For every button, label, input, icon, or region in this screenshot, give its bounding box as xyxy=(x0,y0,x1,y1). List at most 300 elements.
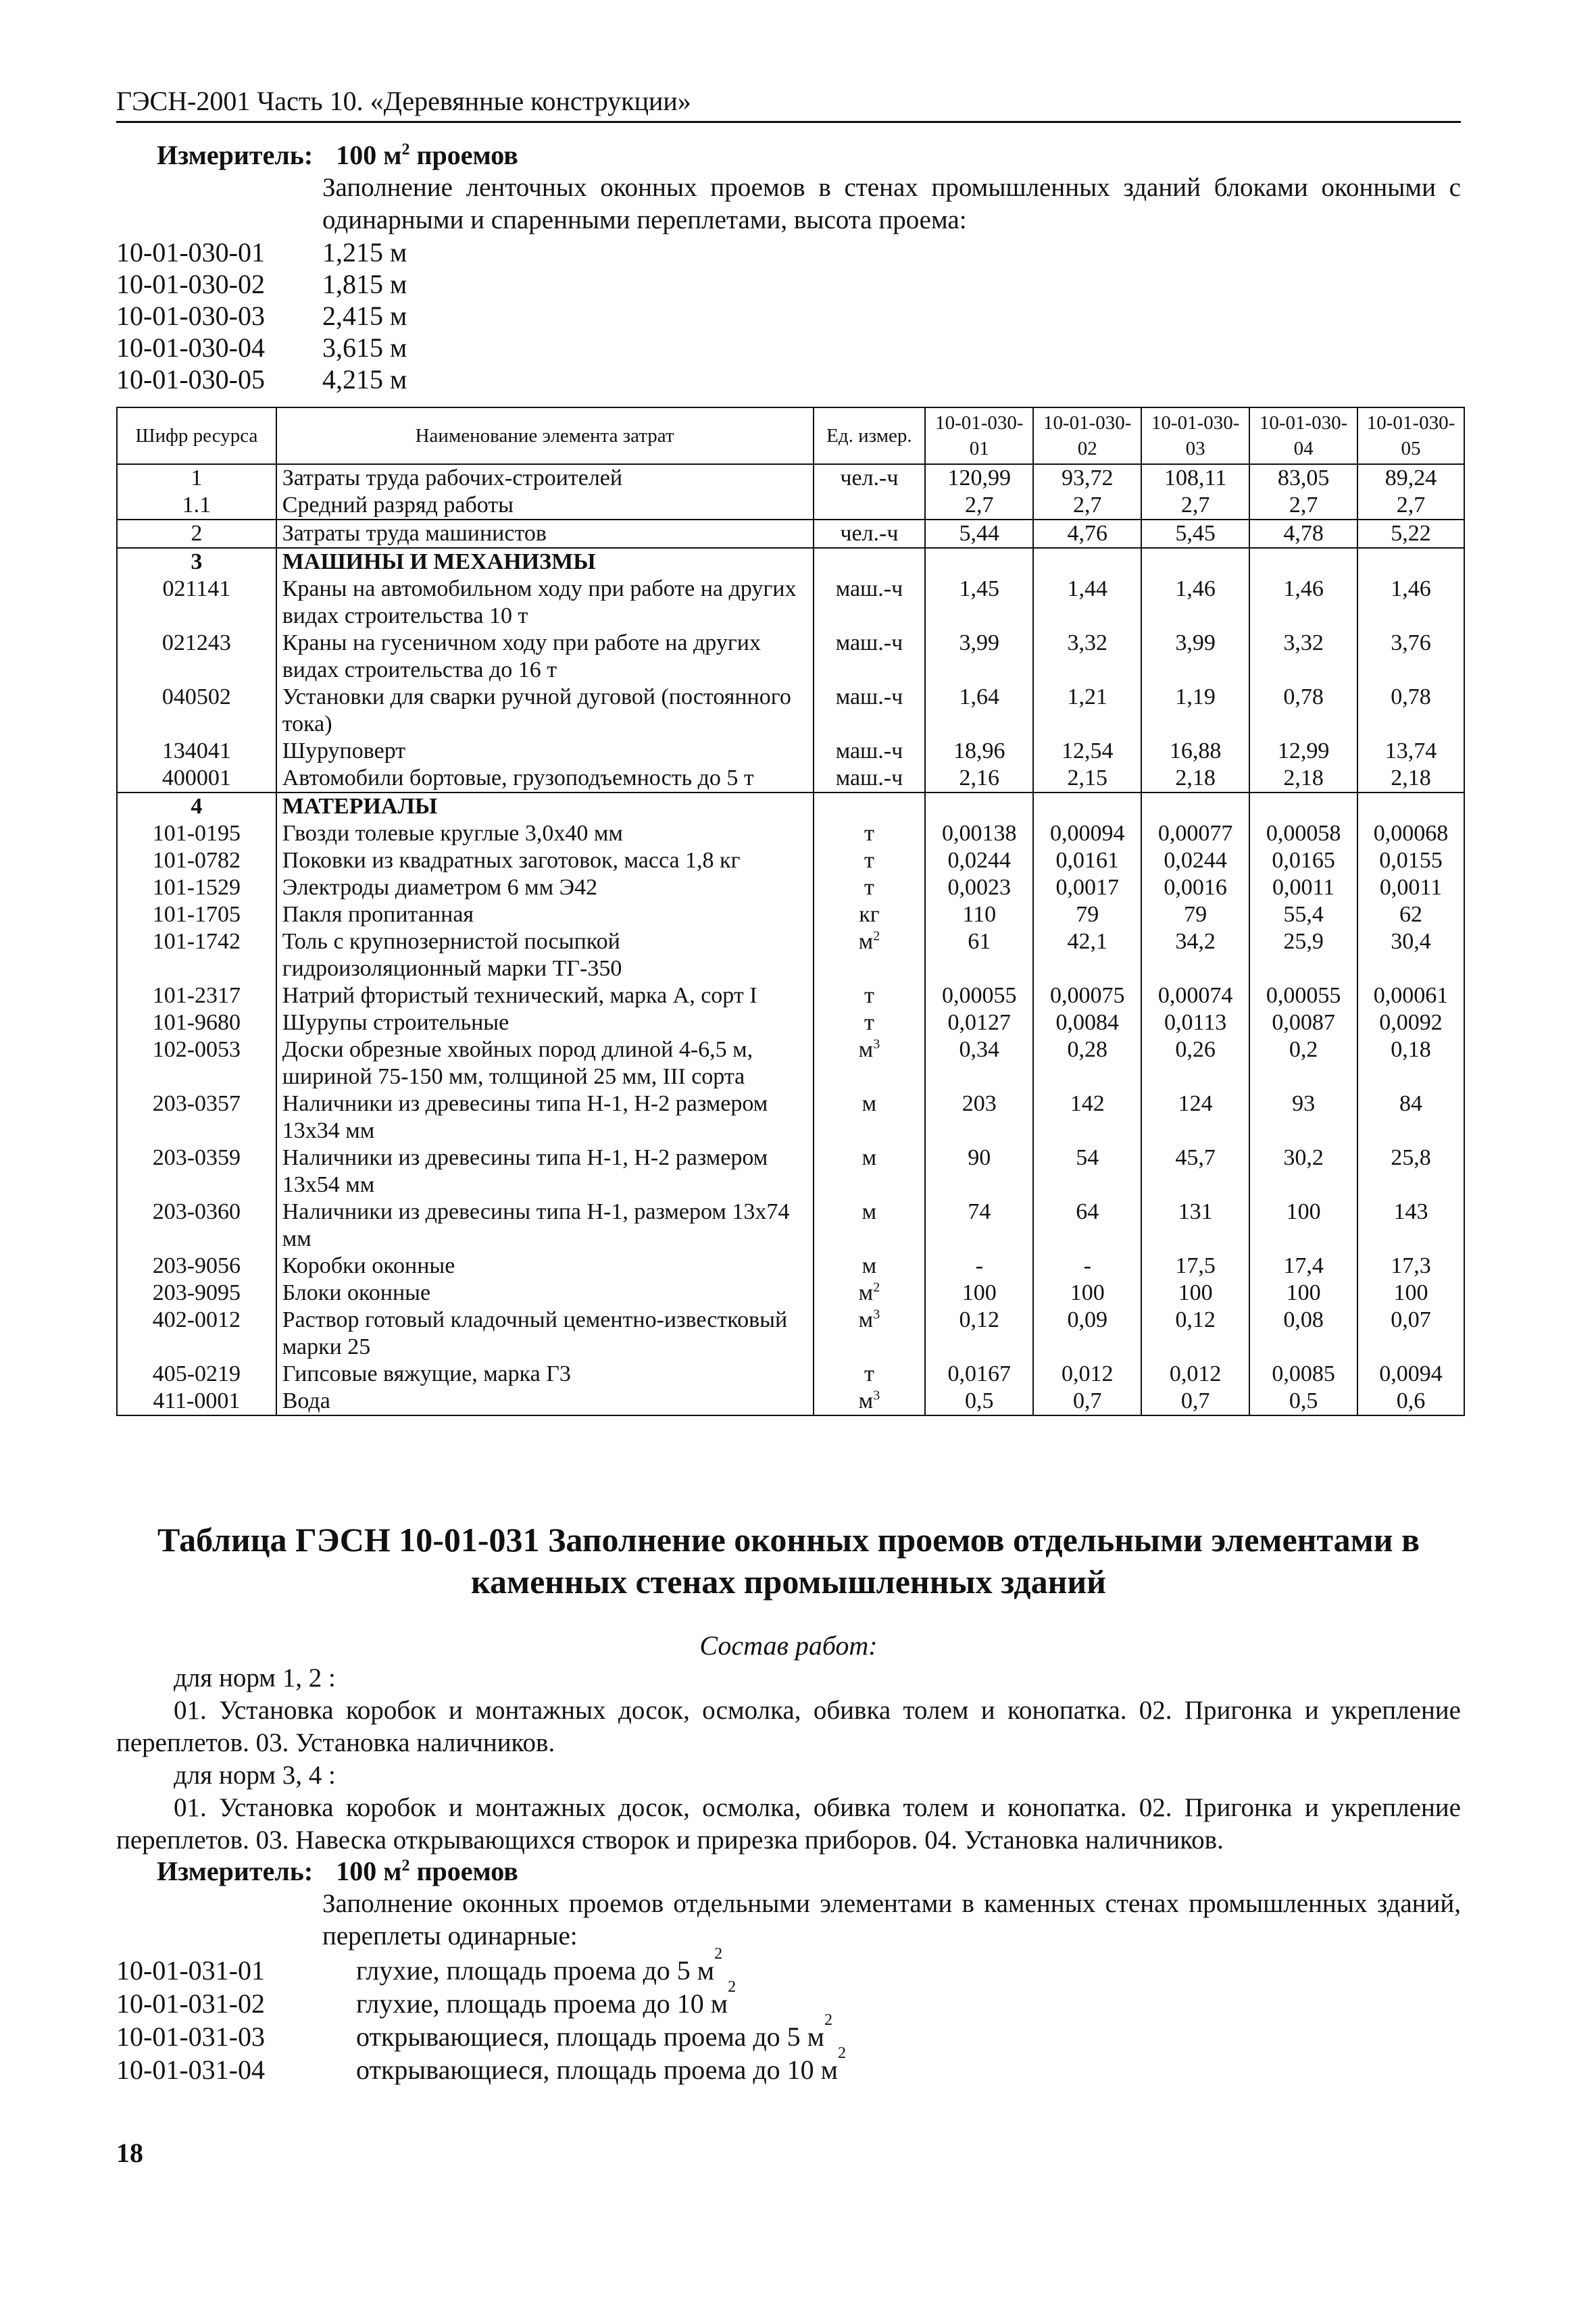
norm-value: 79 xyxy=(1033,901,1141,928)
resource-name: Доски обрезные хвойных пород длиной 4-6,5 м, шириной 75-150 мм, толщиной 25 мм, III сорта xyxy=(276,1036,814,1090)
norm-value: 203 xyxy=(925,1090,1033,1145)
table-row xyxy=(117,1036,1464,1090)
code-row xyxy=(116,363,407,395)
norm-value: 2,18 xyxy=(1141,765,1249,793)
table-row xyxy=(117,1361,1464,1388)
unit xyxy=(814,520,926,548)
norm-value: 0,0244 xyxy=(1141,847,1249,874)
norm-value: 64 xyxy=(1033,1199,1141,1253)
norm-value: 2,7 xyxy=(1033,492,1141,520)
unit-text: маш.-ч xyxy=(835,576,903,601)
measure-line-2 xyxy=(157,1855,518,1887)
norm-value: 0,7 xyxy=(1141,1388,1249,1415)
norm-value: 1,21 xyxy=(1033,684,1141,738)
unit xyxy=(814,1361,926,1388)
unit xyxy=(814,1090,926,1145)
norm-value: 0,0084 xyxy=(1033,1009,1141,1036)
block1-code-list xyxy=(116,236,407,395)
norm-unit-sup: 2 xyxy=(824,2011,832,2029)
norm-value: 30,2 xyxy=(1249,1145,1357,1199)
norm-value: 17,4 xyxy=(1249,1253,1357,1280)
norm-value: 0,0167 xyxy=(925,1361,1033,1388)
unit xyxy=(814,548,926,576)
norm-value: 5,22 xyxy=(1357,520,1464,548)
resource-name: Наличники из древесины типа Н-1, Н-2 размером 13х34 мм xyxy=(276,1090,814,1145)
norm-value: 100 xyxy=(925,1280,1033,1307)
norm-value xyxy=(1141,793,1249,820)
unit xyxy=(814,464,926,492)
norm-value: 1,19 xyxy=(1141,684,1249,738)
unit-text: т xyxy=(864,1361,874,1386)
norm-value: 108,11 xyxy=(1141,464,1249,492)
resource-name: Электроды диаметром 6 мм Э42 xyxy=(276,874,814,901)
unit-text: м xyxy=(858,1388,874,1413)
norm-value xyxy=(1141,548,1249,576)
table-row xyxy=(117,492,1464,520)
norm-value: 16,88 xyxy=(1141,738,1249,765)
unit xyxy=(814,874,926,901)
col-header: 10-01-030-03 xyxy=(1141,407,1249,464)
norm-value: 0,0127 xyxy=(925,1009,1033,1036)
code-row xyxy=(116,1978,846,2020)
resource-code: 134041 xyxy=(117,738,276,765)
norm-value xyxy=(925,548,1033,576)
resource-code: 203-0359 xyxy=(117,1145,276,1199)
resource-name: Коробки оконные xyxy=(276,1253,814,1280)
col-header: Наименование элемента затрат xyxy=(276,407,814,464)
unit xyxy=(814,1145,926,1199)
norm-code: 10-01-031-04 xyxy=(116,2055,265,2085)
norm-value: 131 xyxy=(1141,1199,1249,1253)
unit xyxy=(814,901,926,928)
works-a-text: 01. Установка коробок и монтажных досок, осмолка, обивка толем и конопатка. 02. Пригонка и укрепление переплетов. 03. Установка наличников. xyxy=(116,1696,1461,1757)
unit-text: м xyxy=(862,1199,877,1224)
norm-value: 0,00055 xyxy=(1249,982,1357,1009)
norm-value: 0,7 xyxy=(1033,1388,1141,1415)
norm-value: 74 xyxy=(925,1199,1033,1253)
resource-name: Вода xyxy=(276,1388,814,1415)
norm-value xyxy=(1033,548,1141,576)
resource-name: Установки для сварки ручной дуговой (постоянного тока) xyxy=(276,684,814,738)
norm-value: 2,15 xyxy=(1033,765,1141,793)
resource-name: Краны на гусеничном ходу при работе на других видах строительства до 16 т xyxy=(276,630,814,684)
norm-value: 2,18 xyxy=(1357,765,1464,793)
table-body xyxy=(117,464,1464,1415)
norm-value: 1,46 xyxy=(1141,576,1249,630)
works-b-text: 01. Установка коробок и монтажных досок, осмолка, обивка толем и конопатка. 02. Пригонка и укрепление переплетов. 03. Навеска открывающихся створок и прирезка приборов. 04. Установка наличников. xyxy=(116,1793,1461,1855)
unit xyxy=(814,793,926,820)
norm-text: 3,615 м xyxy=(322,332,407,363)
norm-code: 10-01-030-03 xyxy=(116,301,265,331)
norm-value: 2,7 xyxy=(1141,492,1249,520)
norm-code: 10-01-031-03 xyxy=(116,2021,265,2052)
norm-code: 10-01-031-02 xyxy=(116,1988,265,2019)
norm-value: 0,12 xyxy=(925,1307,1033,1361)
unit xyxy=(814,492,926,520)
norm-value: 0,0023 xyxy=(925,874,1033,901)
resource-name: Шуруповерт xyxy=(276,738,814,765)
resource-code: 101-1742 xyxy=(117,928,276,982)
col-header: Шифр ресурса xyxy=(117,407,276,464)
norm-value: 0,0011 xyxy=(1357,874,1464,901)
table-row xyxy=(117,1145,1464,1199)
resource-name: Наличники из древесины типа Н-1, размером 13х74 мм xyxy=(276,1199,814,1253)
unit xyxy=(814,1199,926,1253)
code-row xyxy=(116,236,407,268)
work-composition-heading: Состав работ: xyxy=(699,1630,878,1661)
norm-value xyxy=(1249,793,1357,820)
norm-value: 34,2 xyxy=(1141,928,1249,982)
norm-value xyxy=(1357,793,1464,820)
norm-value: 25,8 xyxy=(1357,1145,1464,1199)
norm-value: 120,99 xyxy=(925,464,1033,492)
code-row xyxy=(116,300,407,332)
unit xyxy=(814,820,926,847)
norm-value: 0,78 xyxy=(1249,684,1357,738)
measure-unit-sup: 2 xyxy=(401,141,410,159)
norm-value: 0,5 xyxy=(925,1388,1033,1415)
resource-table xyxy=(116,407,1465,1416)
unit xyxy=(814,928,926,982)
resource-name: Средний разряд работы xyxy=(276,492,814,520)
norm-value: 4,76 xyxy=(1033,520,1141,548)
norm-value: 3,32 xyxy=(1033,630,1141,684)
table-row xyxy=(117,820,1464,847)
norm-value: 0,34 xyxy=(925,1036,1033,1090)
measure-tail: проемов xyxy=(409,1856,518,1886)
resource-code: 203-0357 xyxy=(117,1090,276,1145)
norm-value: 0,0016 xyxy=(1141,874,1249,901)
section-row xyxy=(117,548,1464,576)
table-row xyxy=(117,576,1464,630)
resource-code: 203-9095 xyxy=(117,1280,276,1307)
norm-value: 12,99 xyxy=(1249,738,1357,765)
norm-value: 17,5 xyxy=(1141,1253,1249,1280)
norm-code: 10-01-030-02 xyxy=(116,269,265,299)
resource-code: 3 xyxy=(117,548,276,576)
norm-code: 10-01-030-05 xyxy=(116,364,265,395)
unit-text: чел.-ч xyxy=(840,466,899,491)
norm-value: 0,0011 xyxy=(1249,874,1357,901)
norm-unit-sup: 2 xyxy=(714,1945,723,1963)
norm-unit-sup: 2 xyxy=(838,2044,846,2062)
unit-text: кг xyxy=(859,902,880,927)
norm-text: 4,215 м xyxy=(322,364,407,395)
resource-code: 203-9056 xyxy=(117,1253,276,1280)
resource-code: 040502 xyxy=(117,684,276,738)
norm-value: 93,72 xyxy=(1033,464,1141,492)
norm-text: глухие, площадь проема до 5 м xyxy=(356,1955,715,1986)
resource-code: 101-0782 xyxy=(117,847,276,874)
resource-code: 101-1705 xyxy=(117,901,276,928)
unit-text: м xyxy=(858,1037,874,1062)
norm-value: 100 xyxy=(1249,1280,1357,1307)
resource-code: 1 xyxy=(117,464,276,492)
unit-text: т xyxy=(864,875,874,900)
norm-value: 0,0155 xyxy=(1357,847,1464,874)
code-row xyxy=(116,268,407,300)
norm-value: - xyxy=(925,1253,1033,1280)
resource-name: Натрий фтористый технический, марка А, сорт I xyxy=(276,982,814,1009)
table-row xyxy=(117,738,1464,765)
col-header: 10-01-030-02 xyxy=(1033,407,1141,464)
norm-value: 89,24 xyxy=(1357,464,1464,492)
resource-code: 405-0219 xyxy=(117,1361,276,1388)
norm-value: 1,45 xyxy=(925,576,1033,630)
resource-name: Пакля пропитанная xyxy=(276,901,814,928)
unit-text: маш.-ч xyxy=(835,738,903,763)
table-row xyxy=(117,1388,1464,1415)
resource-name: Наличники из древесины типа Н-1, Н-2 размером 13х54 мм xyxy=(276,1145,814,1199)
norm-value: 0,0244 xyxy=(925,847,1033,874)
norm-value: 5,44 xyxy=(925,520,1033,548)
norm-value: 42,1 xyxy=(1033,928,1141,982)
norm-text: 1,215 м xyxy=(322,237,407,268)
resource-name: Краны на автомобильном ходу при работе на других видах строительства 10 т xyxy=(276,576,814,630)
norm-value: 0,6 xyxy=(1357,1388,1464,1415)
unit xyxy=(814,847,926,874)
unit xyxy=(814,1280,926,1307)
norm-value: 0,08 xyxy=(1249,1307,1357,1361)
resource-name: Раствор готовый кладочный цементно-известковый марки 25 xyxy=(276,1307,814,1361)
table-row xyxy=(117,630,1464,684)
unit-text: маш.-ч xyxy=(835,765,903,790)
norm-code: 10-01-030-01 xyxy=(116,237,265,268)
table-row xyxy=(117,847,1464,874)
norms-b-label: для норм 3, 4 : xyxy=(174,1761,336,1790)
norm-value: 0,0085 xyxy=(1249,1361,1357,1388)
norm-value xyxy=(1033,793,1141,820)
unit-text: м xyxy=(858,929,874,954)
norm-value: - xyxy=(1033,1253,1141,1280)
unit-text: чел.-ч xyxy=(840,521,899,546)
unit-text: м xyxy=(858,1280,874,1305)
norm-value: 0,0094 xyxy=(1357,1361,1464,1388)
resource-name: Гипсовые вяжущие, марка Г3 xyxy=(276,1361,814,1388)
table-title: Таблица ГЭСН 10-01-031 Заполнение оконных проемов отдельными элементами в каменных стенах промышленных зданий xyxy=(157,1521,1420,1601)
norm-value: 84 xyxy=(1357,1090,1464,1145)
measure-value: 100 м xyxy=(336,1856,402,1886)
norm-value: 3,76 xyxy=(1357,630,1464,684)
resource-code: 101-2317 xyxy=(117,982,276,1009)
unit-sup: 3 xyxy=(873,1036,880,1052)
resource-code: 102-0053 xyxy=(117,1036,276,1090)
norm-text: открывающиеся, площадь проема до 10 м xyxy=(356,2055,838,2085)
norm-value: 1,64 xyxy=(925,684,1033,738)
norm-value: 0,00074 xyxy=(1141,982,1249,1009)
measure-tail: проемов xyxy=(409,140,518,170)
norm-value: 0,012 xyxy=(1141,1361,1249,1388)
resource-code: 4 xyxy=(117,793,276,820)
resource-name: Затраты труда рабочих-строителей xyxy=(276,464,814,492)
norm-value: 0,0165 xyxy=(1249,847,1357,874)
resource-code: 101-9680 xyxy=(117,1009,276,1036)
measure-line xyxy=(157,139,518,171)
norm-value: 25,9 xyxy=(1249,928,1357,982)
norm-value: 0,09 xyxy=(1033,1307,1141,1361)
norms-a-label: для норм 1, 2 : xyxy=(174,1663,336,1692)
norm-value: 143 xyxy=(1357,1199,1464,1253)
norm-value: 0,0113 xyxy=(1141,1009,1249,1036)
norm-value: 100 xyxy=(1357,1280,1464,1307)
norm-value: 2,7 xyxy=(1357,492,1464,520)
resource-code: 021243 xyxy=(117,630,276,684)
norm-code: 10-01-031-01 xyxy=(116,1955,265,1986)
norm-value: 142 xyxy=(1033,1090,1141,1145)
norm-value: 2,18 xyxy=(1249,765,1357,793)
norm-value: 0,00075 xyxy=(1033,982,1141,1009)
norm-value: 45,7 xyxy=(1141,1145,1249,1199)
resource-code: 021141 xyxy=(117,576,276,630)
table-row xyxy=(117,982,1464,1009)
unit-sup: 3 xyxy=(873,1307,880,1322)
resource-name: Гвозди толевые круглые 3,0х40 мм xyxy=(276,820,814,847)
resource-code: 101-0195 xyxy=(117,820,276,847)
norm-value: 1,46 xyxy=(1249,576,1357,630)
unit-text: м xyxy=(862,1253,877,1278)
norm-value: 3,99 xyxy=(1141,630,1249,684)
norm-value: 30,4 xyxy=(1357,928,1464,982)
resource-name: Поковки из квадратных заготовок, масса 1,8 кг xyxy=(276,847,814,874)
unit xyxy=(814,1307,926,1361)
section-row xyxy=(117,793,1464,820)
norm-value: 124 xyxy=(1141,1090,1249,1145)
norm-text: глухие, площадь проема до 10 м xyxy=(356,1988,728,2019)
norm-value xyxy=(1357,548,1464,576)
col-header: 10-01-030-04 xyxy=(1249,407,1357,464)
norm-value: 100 xyxy=(1033,1280,1141,1307)
table-row xyxy=(117,874,1464,901)
resource-code: 411-0001 xyxy=(117,1388,276,1415)
code-row xyxy=(116,1945,846,1987)
resource-code: 101-1529 xyxy=(117,874,276,901)
norm-value: 0,5 xyxy=(1249,1388,1357,1415)
resource-name: Блоки оконные xyxy=(276,1280,814,1307)
norm-value: 0,2 xyxy=(1249,1036,1357,1090)
col-header: 10-01-030-05 xyxy=(1357,407,1464,464)
page-number: 18 xyxy=(116,2138,143,2168)
norm-value: 0,0092 xyxy=(1357,1009,1464,1036)
unit xyxy=(814,1388,926,1415)
norm-value: 13,74 xyxy=(1357,738,1464,765)
norm-value: 0,0087 xyxy=(1249,1009,1357,1036)
norm-value: 0,0017 xyxy=(1033,874,1141,901)
norm-value: 2,7 xyxy=(1249,492,1357,520)
unit-text: м xyxy=(862,1145,877,1170)
unit xyxy=(814,738,926,765)
norm-value: 93 xyxy=(1249,1090,1357,1145)
unit xyxy=(814,1009,926,1036)
norm-value: 0,18 xyxy=(1357,1036,1464,1090)
norm-value: 0,78 xyxy=(1357,684,1464,738)
table-row xyxy=(117,1253,1464,1280)
code-row xyxy=(116,2044,846,2086)
norm-value: 110 xyxy=(925,901,1033,928)
unit xyxy=(814,982,926,1009)
unit-sup: 3 xyxy=(873,1388,880,1403)
unit-sup: 2 xyxy=(873,928,880,944)
norm-value: 12,54 xyxy=(1033,738,1141,765)
table-row xyxy=(117,765,1464,793)
code-row xyxy=(116,2011,846,2053)
resource-code: 2 xyxy=(117,520,276,548)
norm-value: 100 xyxy=(1141,1280,1249,1307)
block2-code-list xyxy=(116,1945,846,2086)
table-row xyxy=(117,928,1464,982)
norm-value: 4,78 xyxy=(1249,520,1357,548)
norm-unit-sup: 2 xyxy=(728,1978,737,1996)
norm-value: 17,3 xyxy=(1357,1253,1464,1280)
norm-value: 0,00055 xyxy=(925,982,1033,1009)
resource-name: Автомобили бортовые, грузоподъемность до 5 т xyxy=(276,765,814,793)
norm-value: 90 xyxy=(925,1145,1033,1199)
table-row xyxy=(117,1090,1464,1145)
norm-value: 0,00068 xyxy=(1357,820,1464,847)
norm-value: 83,05 xyxy=(1249,464,1357,492)
measure-value: 100 м xyxy=(336,140,402,170)
table-row xyxy=(117,464,1464,492)
resource-name: МАТЕРИАЛЫ xyxy=(276,793,814,820)
unit xyxy=(814,1253,926,1280)
norm-value: 0,26 xyxy=(1141,1036,1249,1090)
table-row xyxy=(117,1307,1464,1361)
unit xyxy=(814,684,926,738)
norm-value: 79 xyxy=(1141,901,1249,928)
resource-name: Толь с крупнозернистой посыпкой гидроизоляционный марки ТГ-350 xyxy=(276,928,814,982)
block1-description: Заполнение ленточных оконных проемов в стенах промышленных зданий блоками оконными с одинарными и спаренными переплетами, высота проема: xyxy=(322,173,1461,234)
unit xyxy=(814,576,926,630)
unit-text: т xyxy=(864,1010,874,1035)
table-row xyxy=(117,901,1464,928)
unit-text: маш.-ч xyxy=(835,630,903,655)
unit-sup: 2 xyxy=(873,1280,880,1295)
resource-name: МАШИНЫ И МЕХАНИЗМЫ xyxy=(276,548,814,576)
resource-code: 402-0012 xyxy=(117,1307,276,1361)
norm-value: 0,12 xyxy=(1141,1307,1249,1361)
measure-unit-sup: 2 xyxy=(401,1857,410,1875)
norm-value: 0,00138 xyxy=(925,820,1033,847)
unit-text: т xyxy=(864,983,874,1008)
unit-text: т xyxy=(864,821,874,846)
norm-value: 0,012 xyxy=(1033,1361,1141,1388)
unit-text: м xyxy=(862,1091,877,1116)
norm-value: 0,0161 xyxy=(1033,847,1141,874)
resource-code: 1.1 xyxy=(117,492,276,520)
unit-text: м xyxy=(858,1307,874,1332)
page-header: ГЭСН-2001 Часть 10. «Деревянные конструкции» xyxy=(116,85,1461,123)
norm-value: 3,99 xyxy=(925,630,1033,684)
resource-code: 203-0360 xyxy=(117,1199,276,1253)
table-row xyxy=(117,1280,1464,1307)
norm-value: 100 xyxy=(1249,1199,1357,1253)
table-row xyxy=(117,1199,1464,1253)
norm-value: 0,00094 xyxy=(1033,820,1141,847)
code-row xyxy=(116,332,407,363)
norm-text: 1,815 м xyxy=(322,269,407,299)
table-row xyxy=(117,1009,1464,1036)
norm-value: 2,7 xyxy=(925,492,1033,520)
unit-text: маш.-ч xyxy=(835,684,903,709)
measure-label: Измеритель: xyxy=(157,1856,314,1886)
unit-text: т xyxy=(864,848,874,873)
norm-value: 54 xyxy=(1033,1145,1141,1199)
norm-value: 62 xyxy=(1357,901,1464,928)
norm-value: 0,07 xyxy=(1357,1307,1464,1361)
norm-value: 0,00077 xyxy=(1141,820,1249,847)
norm-value: 55,4 xyxy=(1249,901,1357,928)
table-row xyxy=(117,520,1464,548)
norm-text: открывающиеся, площадь проема до 5 м xyxy=(356,2021,824,2052)
